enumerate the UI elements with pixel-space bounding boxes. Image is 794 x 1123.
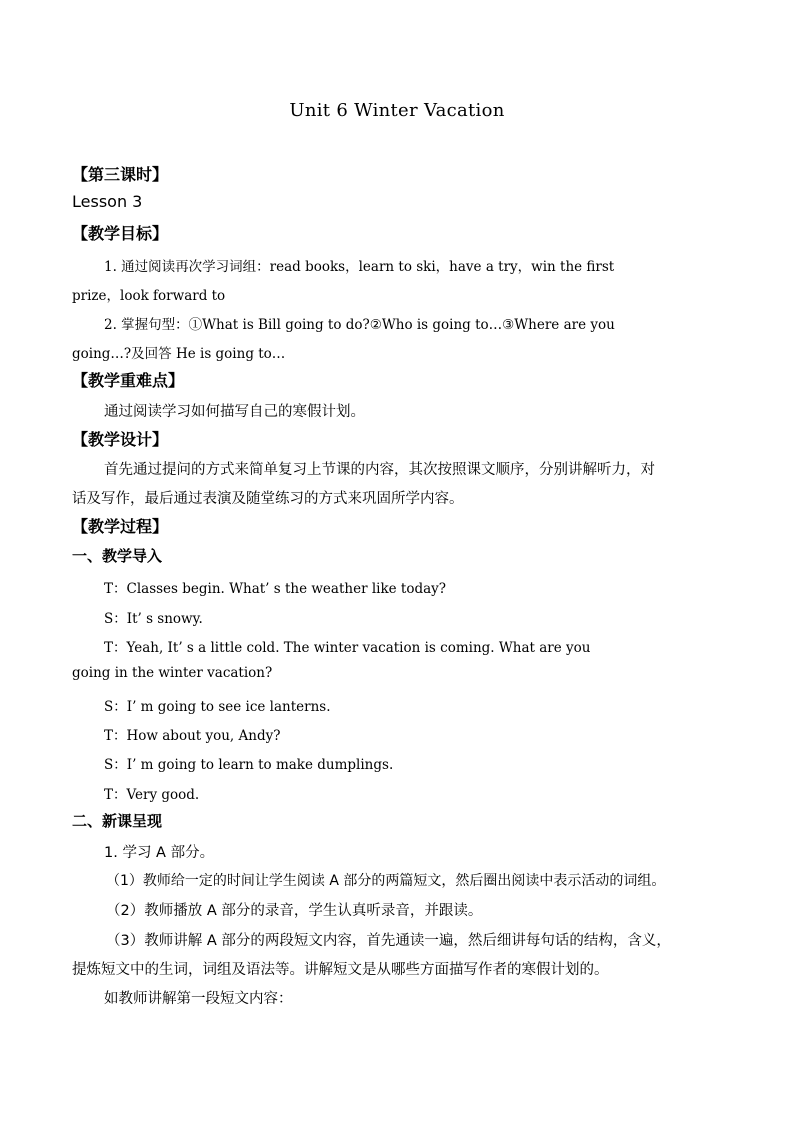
key-points-text: 通过阅读学习如何描写自己的寒假计划。	[104, 404, 365, 420]
step-1-3-line-1: （3）教师讲解 A 部分的两段短文内容，首先通读一遍，然后细讲每句话的结构，含义，	[106, 933, 671, 949]
dialog-line: T：How about you, Andy?	[104, 728, 281, 744]
dialog-line: S：I’ m going to see ice lanterns.	[104, 699, 331, 715]
design-line-1: 首先通过提问的方式来简单复习上节课的内容，其次按照课文顺序，分别讲解听力，对	[104, 462, 655, 478]
objective-1-line-2: prize，look forward to	[72, 288, 226, 304]
design-line-2: 话及写作，最后通过表演及随堂练习的方式来巩固所学内容。	[72, 491, 464, 507]
dialog-line: going in the winter vacation?	[72, 665, 273, 681]
objective-2-line-1: 2. 掌握句型：①What is Bill going to do?②Who is going to…③Where are you	[104, 317, 615, 333]
process-heading: 【教学过程】	[72, 517, 169, 536]
objective-1-line-1: 1. 通过阅读再次学习词组：read books，learn to ski，have a try，win the first	[104, 259, 615, 275]
objectives-heading: 【教学目标】	[72, 224, 169, 243]
step-1-3-line-2: 提炼短文中的生词，词组及语法等。讲解短文是从哪些方面描写作者的寒假计划的。	[72, 962, 609, 978]
part-2-heading: 二、新课呈现	[72, 812, 163, 830]
period-heading: 【第三课时】	[72, 165, 169, 184]
dialog-line: T：Very good.	[104, 787, 200, 803]
key-points-heading: 【教学重难点】	[72, 371, 185, 390]
objective-2-line-2: going…?及回答 He is going to…	[72, 346, 286, 362]
dialog-line: T：Classes begin. What’ s the weather like today?	[104, 581, 447, 597]
dialog-line: S：I’ m going to learn to make dumplings.	[104, 757, 394, 773]
step-1-1: （1）教师给一定的时间让学生阅读 A 部分的两篇短文，然后圈出阅读中表示活动的词组。	[106, 873, 666, 889]
dialog-line: T：Yeah, It’ s a little cold. The winter vacation is coming. What are you	[104, 640, 591, 656]
step-1: 1. 学习 A 部分。	[104, 845, 215, 861]
example-intro: 如教师讲解第一段短文内容：	[104, 991, 293, 1007]
dialog-line: S：It’ s snowy.	[104, 611, 203, 627]
page-title: Unit 6 Winter Vacation	[289, 100, 505, 121]
lesson-label: Lesson 3	[72, 192, 143, 211]
step-1-2: （2）教师播放 A 部分的录音，学生认真听录音，并跟读。	[106, 903, 483, 919]
part-1-heading: 一、教学导入	[72, 547, 163, 565]
design-heading: 【教学设计】	[72, 430, 169, 449]
